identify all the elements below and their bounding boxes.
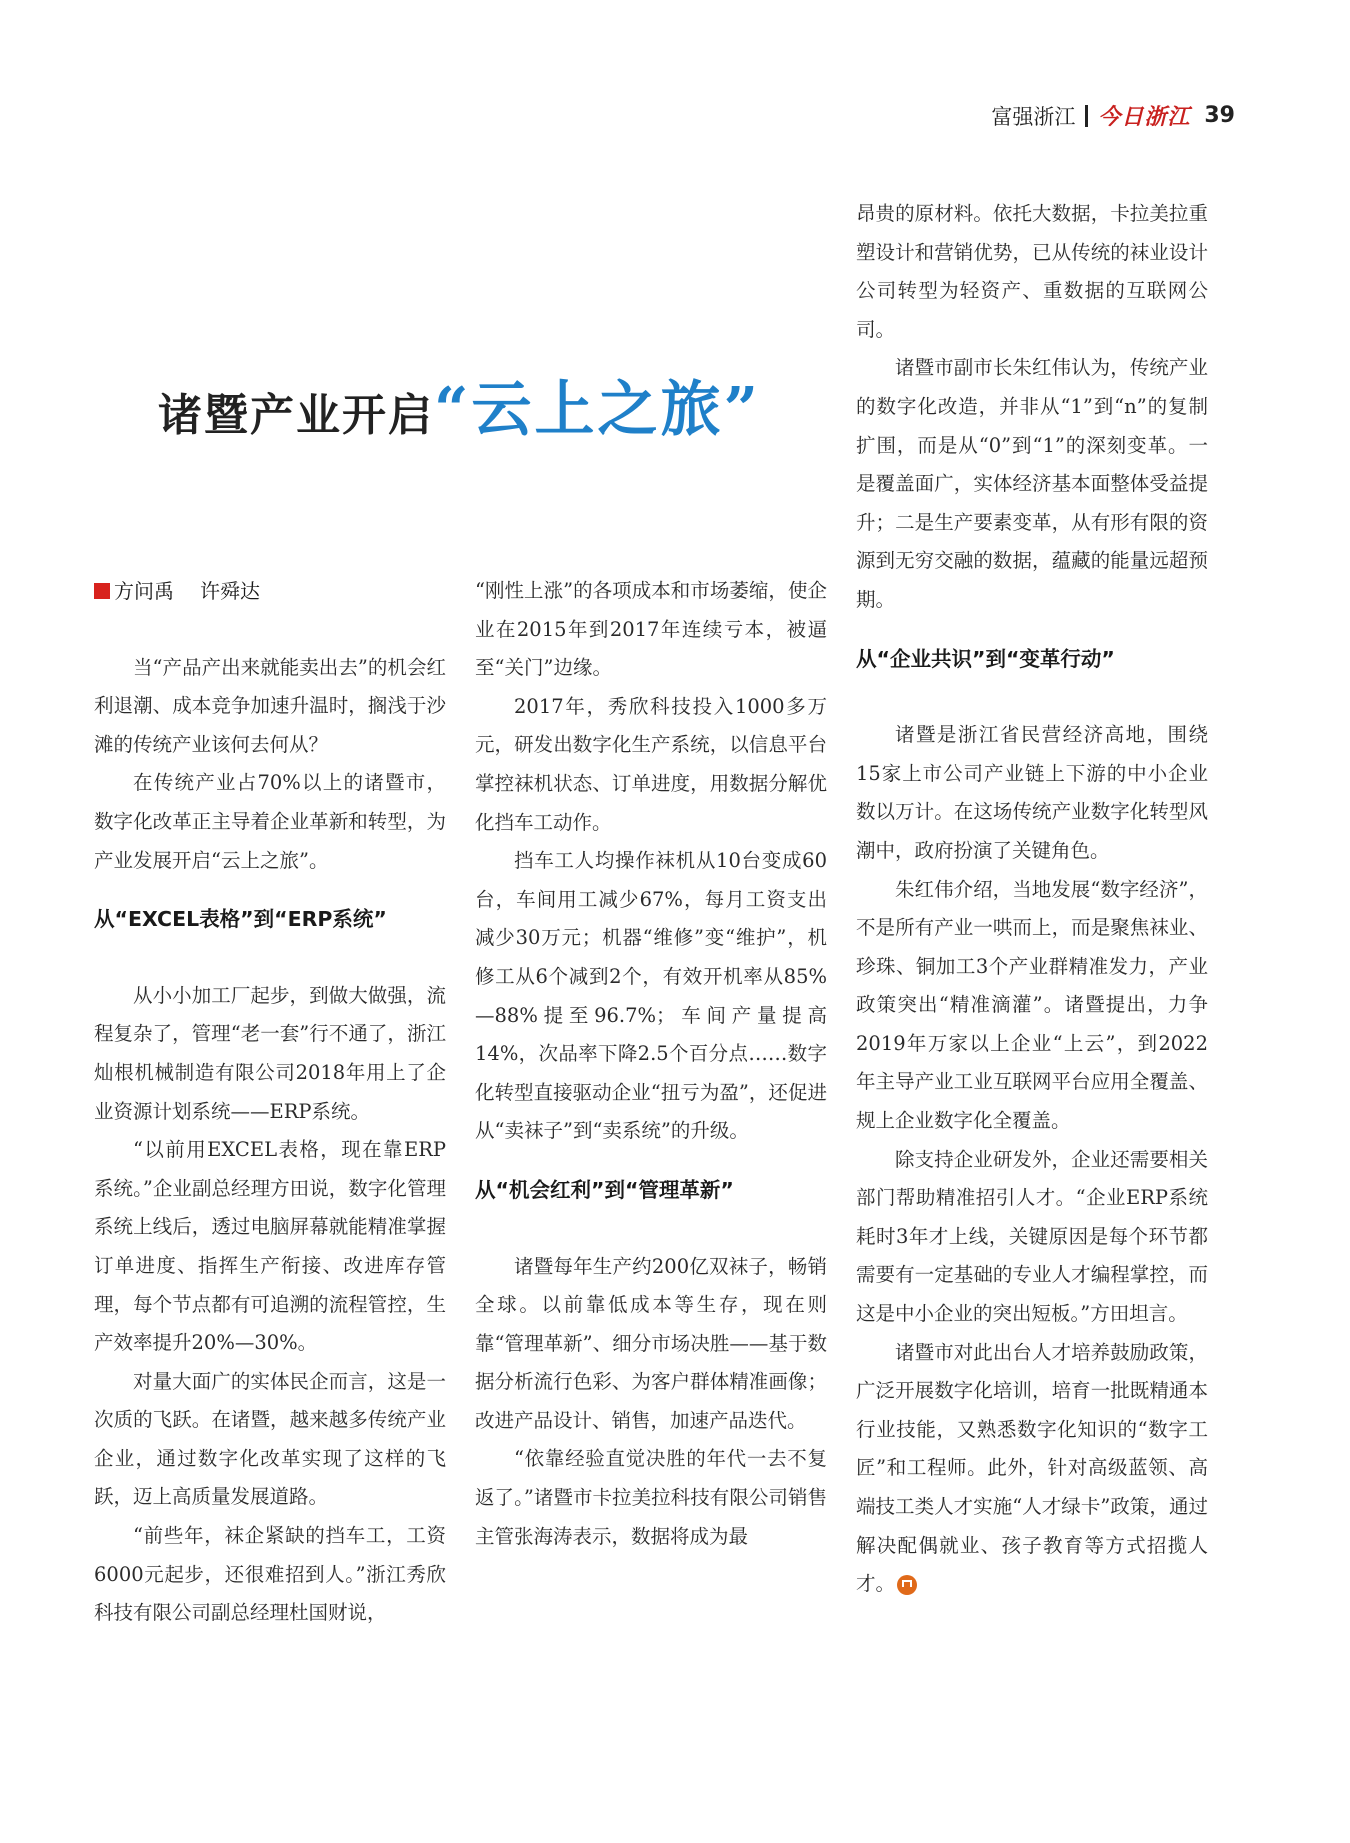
paragraph: “依靠经验直觉决胜的年代一去不复返了。”诸暨市卡拉美拉科技有限公司销售主管张海涛表示，数据将成为最 xyxy=(475,1447,827,1548)
paragraph: 诸暨每年生产约200亿双袜子，畅销全球。以前靠低成本等生存，现在则靠“管理革新”、细分市场决胜——基于数据分析流行色彩、为客户群体精准画像；改进产品设计、销售，加速产品迭代。 xyxy=(475,1254,827,1432)
section-heading: 从“企业共识”到“变革行动” xyxy=(856,646,1115,671)
section-heading: 从“EXCEL表格”到“ERP系统” xyxy=(94,907,387,932)
section-heading: 从“机会红利”到“管理革新” xyxy=(475,1177,734,1202)
page-number: 39 xyxy=(1204,103,1235,128)
paragraph: 挡车工人均操作袜机从10台变成60台，车间用工减少67%，每月工资支出减少30万元；机器“维修”变“维护”，机修工从6个减到2个，有效开机率从85%—88%提至96.7%；车间产量提高14%，次品率下降2.5个百分点……数字化转型直接驱动企业“扭亏为盈”，还促进从“卖袜子”到“卖系统”的升级。 xyxy=(475,849,827,1143)
paragraph-continued: “刚性上涨”的各项成本和市场萎缩，使企业在2015年到2017年连续亏本，被逼至“关门”边缘。 xyxy=(475,579,827,680)
paragraph-continued: 昂贵的原材料。依托大数据，卡拉美拉重塑设计和营销优势，已从传统的袜业设计公司转型为轻资产、重数据的互联网公司。 xyxy=(856,202,1208,341)
paragraph: 在传统产业占70%以上的诸暨市，数字化改革正主导着企业革新和转型，为产业发展开启“云上之旅”。 xyxy=(94,771,446,872)
byline-marker xyxy=(94,583,110,599)
paragraph: 朱红伟介绍，当地发展“数字经济”，不是所有产业一哄而上，而是聚焦袜业、珍珠、铜加工3个产业群精准发力，产业政策突出“精准滴灌”。诸暨提出，力争2019年万家以上企业“上云”，到2022年主导产业工业互联网平台应用全覆盖、规上企业数字化全覆盖。 xyxy=(856,877,1208,1133)
paragraph: 从小小加工厂起步，到做大做强，流程复杂了，管理“老一套”行不通了，浙江灿根机械制造有限公司2018年用上了企业资源计划系统——ERP系统。 xyxy=(94,983,446,1123)
paragraph: 2017年，秀欣科技投入1000多万元，研发出数字化生产系统，以信息平台掌控袜机状态、订单进度，用数据分解优化挡车工动作。 xyxy=(475,694,827,834)
page-header xyxy=(991,100,1235,131)
paragraph: 诸暨市副市长朱红伟认为，传统产业的数字化改造，并非从“1”到“n”的复制扩围，而是从“0”到“1”的深刻变革。一是覆盖面广，实体经济基本面整体受益提升；二是生产要素变革，从有形有限的资源到无穷交融的数据，蕴藏的能量远超预期。 xyxy=(856,356,1208,611)
byline xyxy=(94,572,446,611)
title-highlight: “云上之旅” xyxy=(434,375,762,445)
section-name: 富强浙江 xyxy=(991,104,1076,129)
article-title xyxy=(158,362,761,448)
author-2: 许舜达 xyxy=(200,579,260,603)
end-mark-icon xyxy=(897,1575,917,1595)
author-1: 方问禹 xyxy=(114,579,174,603)
final-text: 诸暨市对此出台人才培养鼓励政策，广泛开展数字化培训，培育一批既精通本行业技能，又熟悉数字化知识的“数字工匠”和工程师。此外，针对高级蓝领、高端技工类人才实施“人才绿卡”政策，通过解决配偶就业、孩子教育等方式招揽人才。 xyxy=(856,1340,1208,1596)
paragraph: “前些年，袜企紧缺的挡车工，工资6000元起步，还很难招到人。”浙江秀欣科技有限公司副总经理杜国财说， xyxy=(94,1524,446,1625)
column-1 xyxy=(94,572,446,1633)
paragraph: “以前用EXCEL表格，现在靠ERP系统。”企业副总经理方田说，数字化管理系统上线后，透过电脑屏幕就能精准掌握订单进度、指挥生产衔接、改进库存管理，每个节点都有可追溯的流程管控，生产效率提升20%—30%。 xyxy=(94,1138,446,1355)
magazine-logo: 今日浙江 xyxy=(1098,104,1191,130)
paragraph: 诸暨是浙江省民营经济高地，围绕15家上市公司产业链上下游的中小企业数以万计。在这场传统产业数字化转型风潮中，政府扮演了关键角色。 xyxy=(856,723,1208,862)
paragraph: 当“产品产出来就能卖出去”的机会红利退潮、成本竞争加速升温时，搁浅于沙滩的传统产业该何去何从？ xyxy=(94,655,446,756)
paragraph: 对量大面广的实体民企而言，这是一次质的飞跃。在诸暨，越来越多传统产业企业，通过数字化改革实现了这样的飞跃，迈上高质量发展道路。 xyxy=(94,1369,446,1509)
title-prefix: 诸暨产业开启 xyxy=(158,390,434,441)
header-divider xyxy=(1085,105,1088,127)
column-2 xyxy=(475,572,827,1556)
paragraph: 除支持企业研发外，企业还需要相关部门帮助精准招引人才。“企业ERP系统耗时3年才上线，关键原因是每个环节都需要有一定基础的专业人才编程掌控，而这是中小企业的突出短板。”方田坦言。 xyxy=(856,1147,1208,1326)
column-3 xyxy=(856,195,1208,1604)
paragraph-final xyxy=(856,1334,1208,1604)
